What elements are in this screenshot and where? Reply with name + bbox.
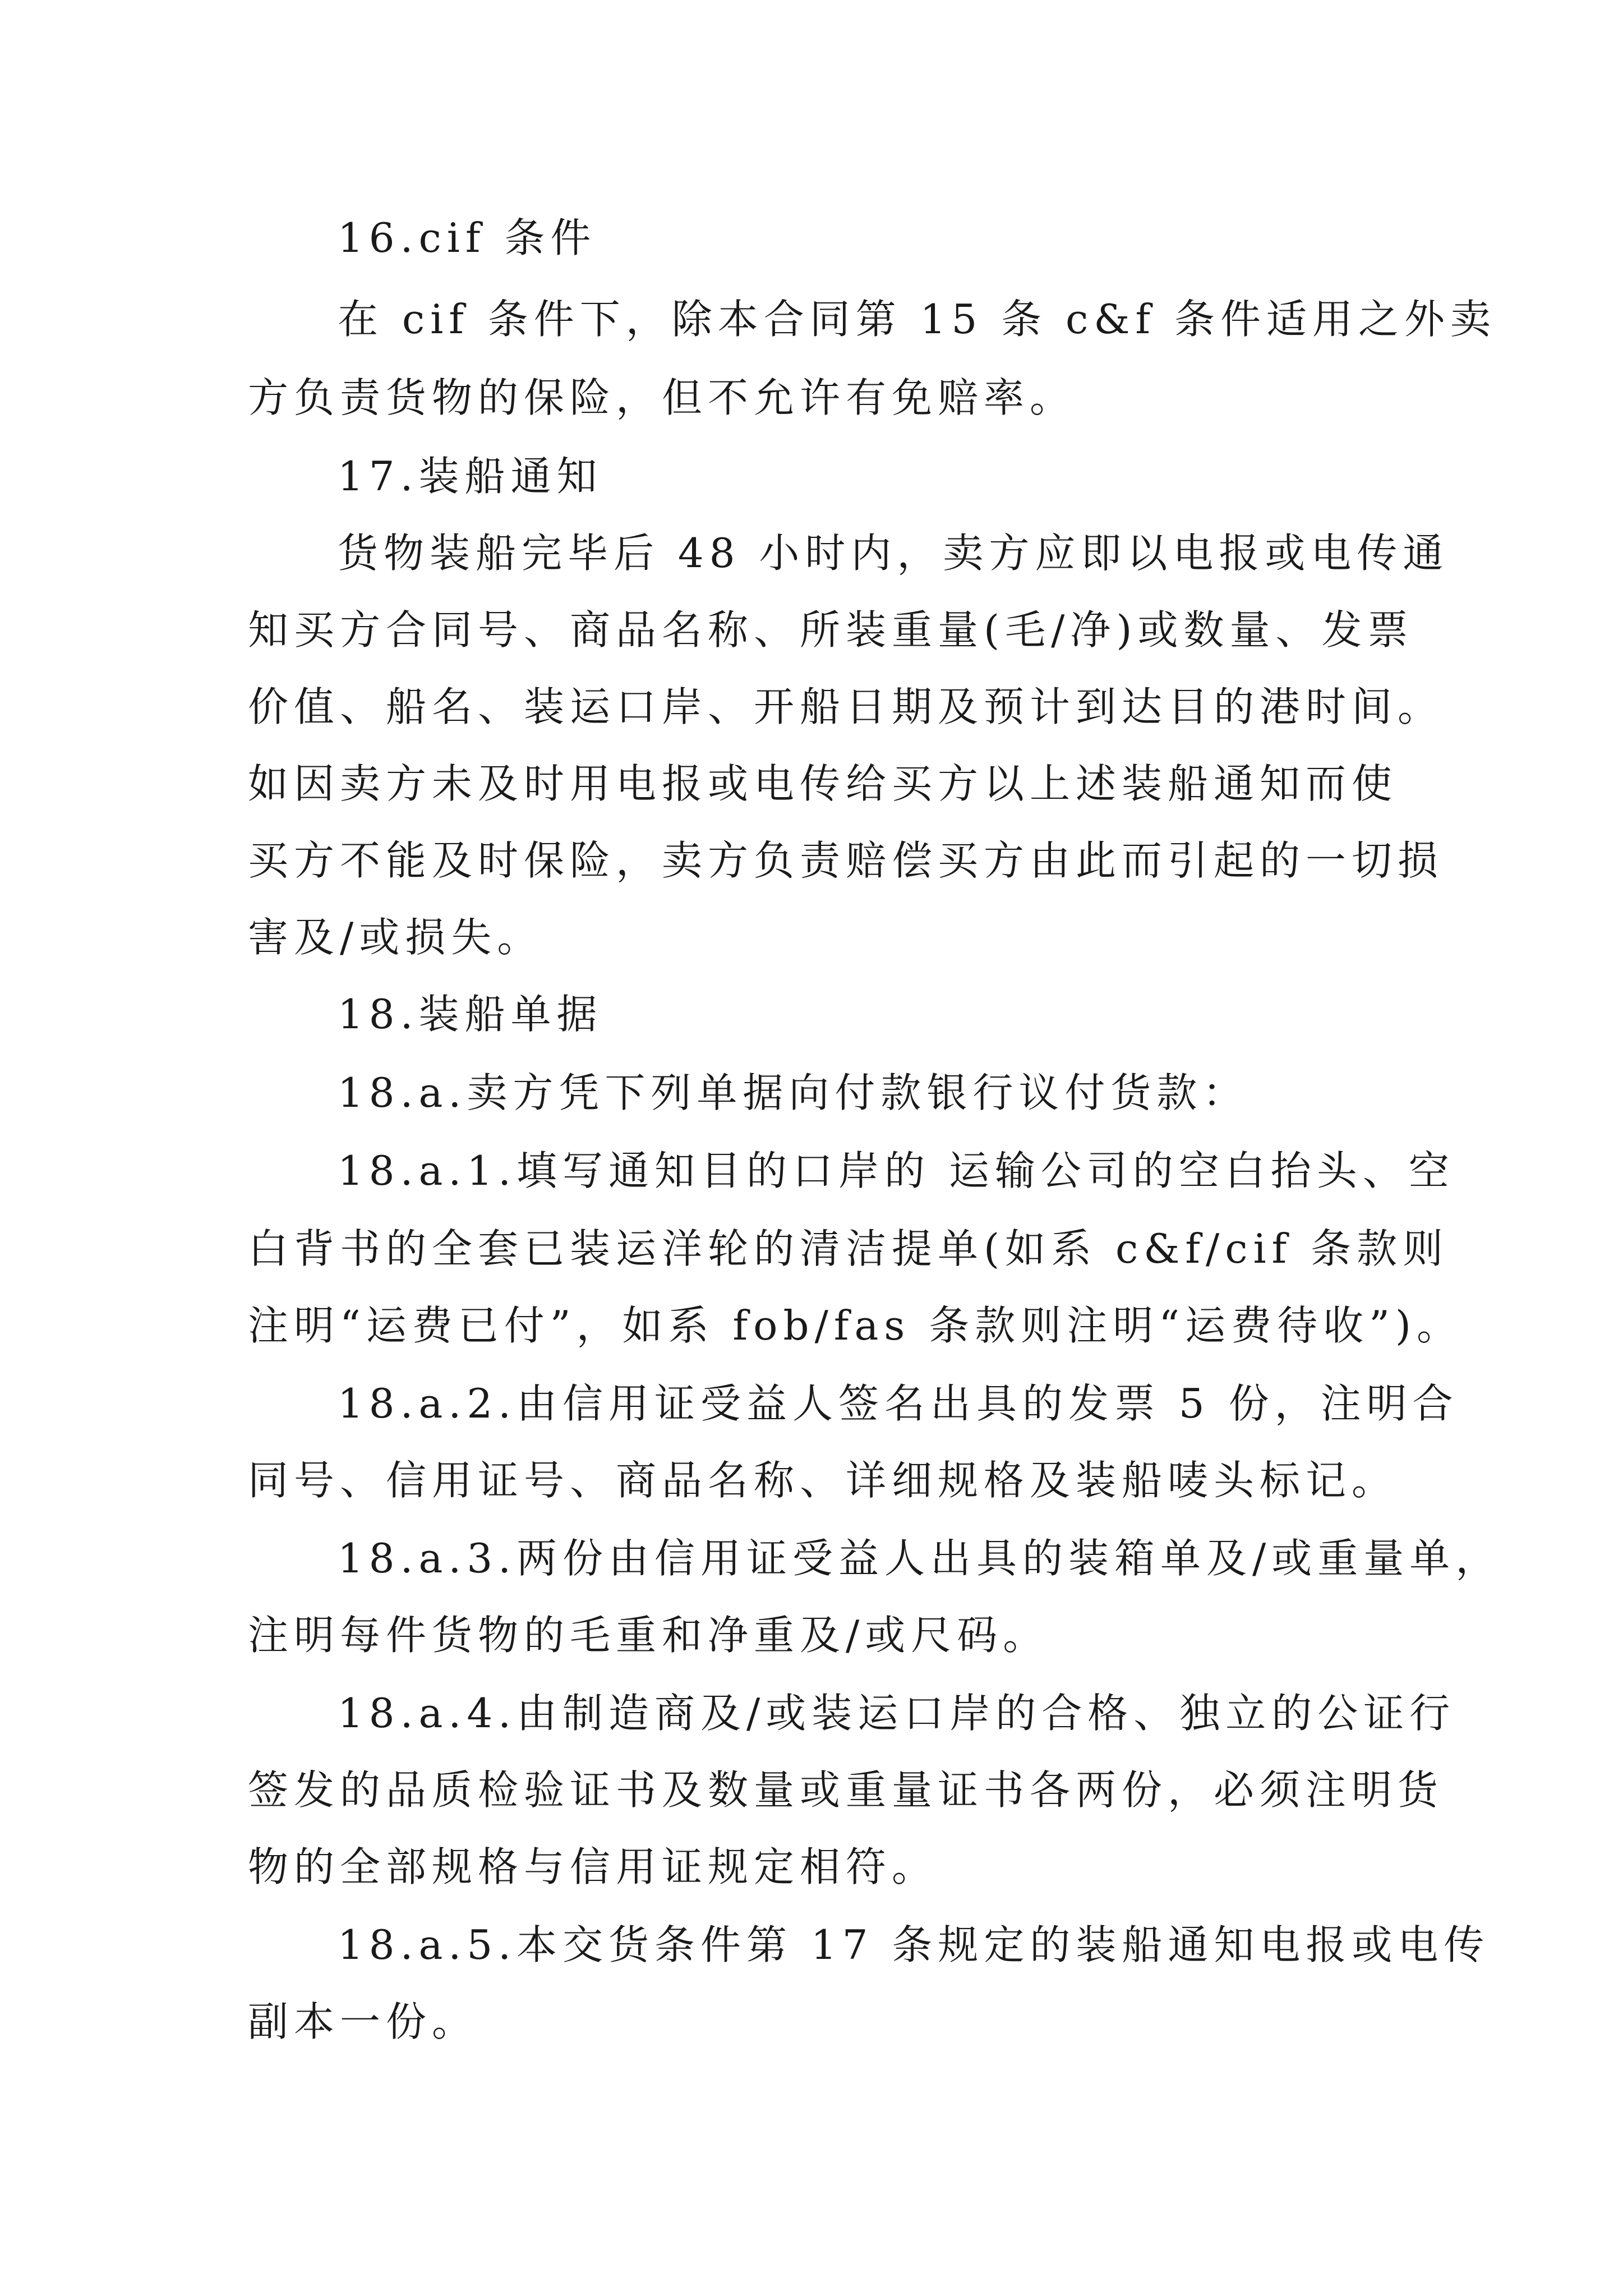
paragraph-line: 知买方合同号、商品名称、所装重量(毛/净)或数量、发票 bbox=[248, 606, 1414, 654]
paragraph-line: 物的全部规格与信用证规定相符。 bbox=[248, 1843, 938, 1890]
heading-17: 17.装船通知 bbox=[338, 453, 603, 500]
paragraph-line: 18.a.2.由信用证受益人签名出具的发票 5 份，注明合 bbox=[338, 1380, 1459, 1427]
paragraph-line: 18.a.3.两份由信用证受益人出具的装箱单及/或重量单， bbox=[338, 1535, 1502, 1582]
paragraph-line: 18.a.1.填写通知目的口岸的 运输公司的空白抬头、空 bbox=[338, 1147, 1455, 1194]
paragraph-line: 害及/或损失。 bbox=[248, 914, 543, 961]
paragraph-line: 白背书的全套已装运洋轮的清洁提单(如系 c&f/cif 条款则 bbox=[248, 1225, 1449, 1272]
paragraph-line: 18.a.卖方凭下列单据向付款银行议付货款： bbox=[338, 1069, 1249, 1116]
paragraph-line: 在 cif 条件下，除本合同第 15 条 c&f 条件适用之外卖 bbox=[338, 296, 1497, 343]
paragraph-line: 签发的品质检验证书及数量或重量证书各两份，必须注明货 bbox=[248, 1766, 1444, 1814]
paragraph-line: 如因卖方未及时用电报或电传给买方以上述装船通知而使 bbox=[248, 760, 1398, 807]
paragraph-line: 18.a.4.由制造商及/或装运口岸的合格、独立的公证行 bbox=[338, 1690, 1456, 1737]
paragraph-line: 注明“运费已付”，如系 fob/fas 条款则注明“运费待收”)。 bbox=[248, 1302, 1463, 1349]
paragraph-line: 价值、船名、装运口岸、开船日期及预计到达目的港时间。 bbox=[248, 683, 1444, 730]
heading-18: 18.装船单据 bbox=[338, 991, 603, 1038]
paragraph-line: 买方不能及时保险，卖方负责赔偿买方由此而引起的一切损 bbox=[248, 837, 1444, 884]
paragraph-line: 货物装船完毕后 48 小时内，卖方应即以电报或电传通 bbox=[338, 530, 1449, 577]
paragraph-line: 18.a.5.本交货条件第 17 条规定的装船通知电报或电传 bbox=[338, 1921, 1490, 1968]
paragraph-line: 副本一份。 bbox=[248, 1998, 478, 2045]
paragraph-line: 同号、信用证号、商品名称、详细规格及装船唛头标记。 bbox=[248, 1457, 1398, 1504]
paragraph-line: 注明每件货物的毛重和净重及/或尺码。 bbox=[248, 1612, 1049, 1659]
heading-16: 16.cif 条件 bbox=[338, 214, 597, 261]
paragraph-line: 方负责货物的保险，但不允许有免赔率。 bbox=[248, 374, 1076, 421]
